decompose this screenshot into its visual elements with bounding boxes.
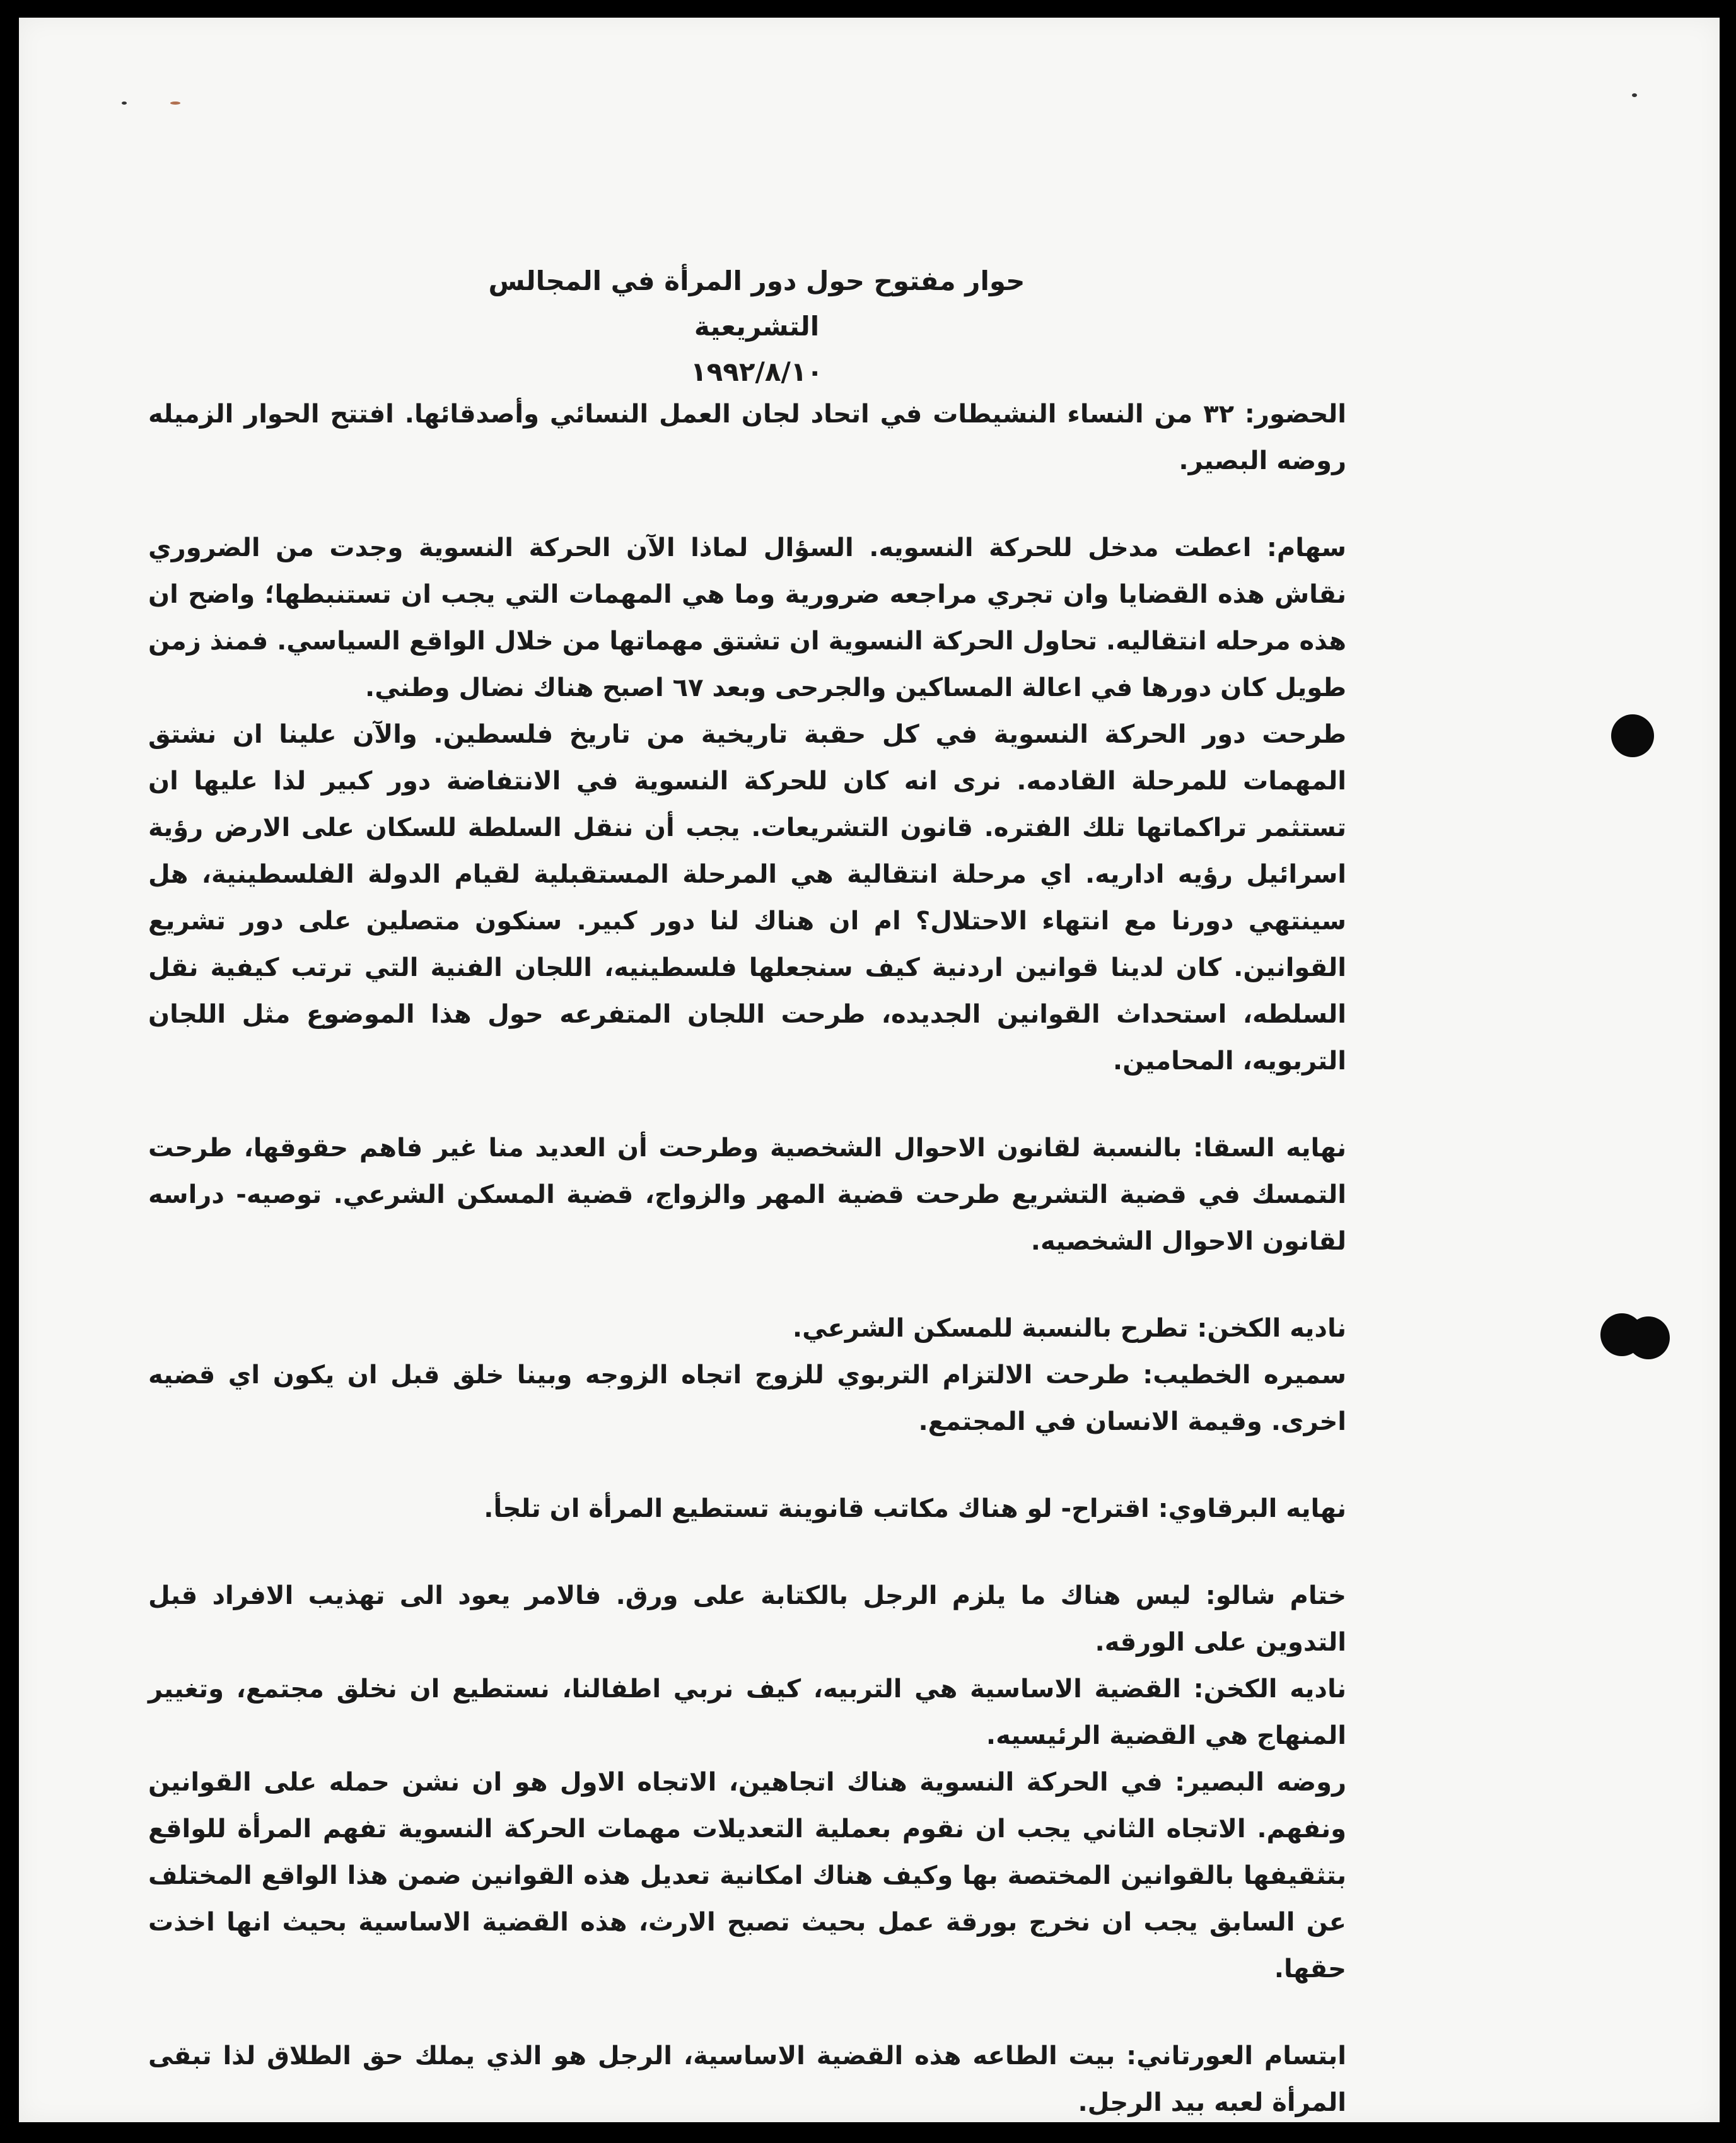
paper-speck — [1632, 93, 1637, 97]
paragraph-rawda-basir: روضه البصير: في الحركة النسوية هناك اتجاهين، الاتجاه الاول هو ان نشن حمله على القوانين ونفهم. الاتجاه الثاني يجب ان نقوم بعملية التعديلات مهمات الحركة النسوية تفهم المرأة للواقع بتثقيفها بالقوانين المختصة بها وكيف هناك امكانية تعديل هذه القوانين ضمن هذا الواقع المختلف عن السابق يجب ان نخرج بورقة عمل بحيث تصبح الارث، هذه القضية الاساسية بحيث انها اخذت حقها. — [148, 1768, 1346, 1983]
paragraph-nadia-kukhun: ناديه الكخن: تطرح بالنسبة للمسكن الشرعي. — [792, 1314, 1346, 1343]
punch-hole — [1611, 714, 1654, 757]
paragraph-nadia-kukhun-2: ناديه الكخن: القضية الاساسية هي التربيه، كيف نربي اطفالنا، نستطيع ان نخلق مجتمع، وتغيير المنهاج هي القضية الرئيسيه. — [148, 1675, 1346, 1750]
document-title: حوار مفتوح حول دور المرأة في المجالس التشريعية — [488, 265, 1025, 342]
document-header — [441, 258, 1072, 395]
punch-hole — [1627, 1316, 1670, 1359]
paragraph-attendance: الحضور: ٣٢ من النساء النشيطات في اتحاد لجان العمل النسائي وأصدقائها. افتتح الحوار الزميله روضه البصير. — [148, 400, 1347, 475]
paragraph-nihaya-saqqa: نهايه السقا: بالنسبة لقانون الاحوال الشخصية وطرحت أن العديد منا غير فاهم حقوقها، طرحت التمسك في قضية التشريع طرحت قضية المهر والزواج، قضية المسكن الشرعي. توصيه- دراسه لقانون الاحوال الشخصيه. — [148, 1134, 1346, 1256]
paragraph-history: طرحت دور الحركة النسوية في كل حقبة تاريخية من تاريخ فلسطين. والآن علينا ان نشتق المهمات للمرحلة القادمه. نرى انه كان للحركة النسوية في الانتفاضة دور كبير لذا عليها ان تستثمر تراكماتها تلك الفتره. قانون التشريعات. يجب أن ننقل السلطة للسكان على الارض رؤية اسرائيل رؤيه اداريه. اي مرحلة انتقالية هي المرحلة المستقبلية لقيام الدولة الفلسطينية، هل سينتهي دورنا مع انتهاء الاحتلال؟ ام ان هناك لنا دور كبير. سنكون متصلين على دور تشريع القوانين. كان لدينا قوانين اردنية كيف سنجعلها فلسطينيه، اللجان الفنية التي ترتب كيفية نقل السلطه، استحداث القوانين الجديده، طرحت اللجان المتفرعه حول هذا الموضوع مثل اللجان التربويه، المحامين. — [148, 720, 1346, 1076]
paper-speck — [170, 102, 180, 105]
document-body — [148, 391, 1346, 2126]
paper-speck — [122, 102, 127, 105]
paragraph-nihaya-barqawi: نهايه البرقاوي: اقتراح- لو هناك مكاتب قانوينة تستطيع المرأة ان تلجأ. — [484, 1494, 1346, 1523]
paragraph-khitam-shalo: ختام شالو: ليس هناك ما يلزم الرجل بالكتابة على ورق. فالامر يعود الى تهذيب الافراد قبل التدوين على الورقه. — [148, 1581, 1346, 1657]
paragraph-samira-khatib: سميره الخطيب: طرحت الالتزام التربوي للزوج اتجاه الزوجه وبينا خلق قبل ان يكون اي قضيه اخرى. وقيمة الانسان في المجتمع. — [148, 1361, 1346, 1436]
paragraph-ibtisam-awartani: ابتسام العورتاني: بيت الطاعه هذه القضية الاساسية، الرجل هو الذي يملك حق الطلاق لذا تبقى المرأة لعبه بيد الرجل. — [148, 2041, 1346, 2117]
paragraph-siham: سهام: اعطت مدخل للحركة النسويه. السؤال لماذا الآن الحركة النسوية وجدت من الضروري نقاش هذه القضايا وان تجري مراجعه ضرورية وما هي المهمات التي يجب ان تستنبطها؛ واضح ان هذه مرحله انتقاليه. تحاول الحركة النسوية ان تشتق مهماتها من خلال الواقع السياسي. فمنذ زمن طويل كان دورها في اعالة المساكين والجرحى وبعد ٦٧ اصبح هناك نضال وطني. — [148, 533, 1346, 702]
document-date: ١٩٩٢/٨/١٠ — [690, 356, 824, 387]
